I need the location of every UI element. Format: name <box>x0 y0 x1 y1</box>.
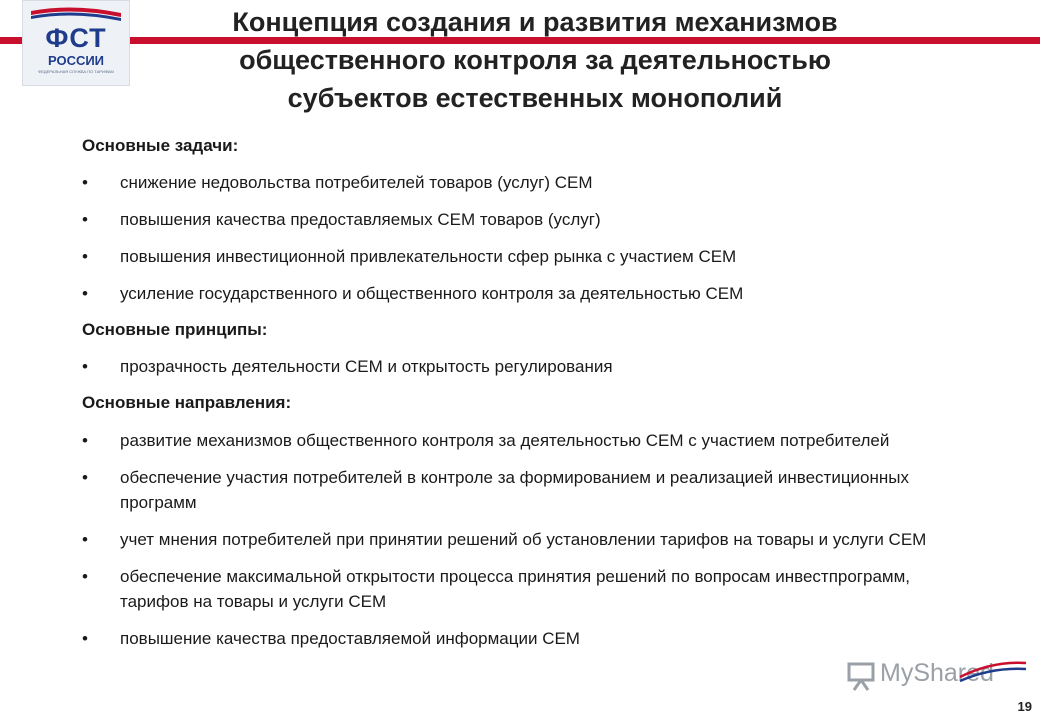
title-line: субъектов естественных монополий <box>282 83 789 113</box>
fst-logo <box>22 0 130 86</box>
list-item: • повышения инвестиционной привлекательности сфер рынка с участием СЕМ <box>82 245 950 268</box>
myshared-watermark <box>846 655 1028 699</box>
title-line: Концепция создания и развития механизмов <box>226 7 843 37</box>
tasks-list <box>82 171 982 305</box>
list-item: • снижение недовольства потребителей товаров (услуг) СЕМ <box>82 171 950 194</box>
presentation-icon <box>846 661 876 691</box>
directions-list <box>82 428 982 651</box>
list-item: • обеспечение максимальной открытости процесса принятия решений по вопросам инвестпрограмм, тарифов на товары и услуги СЕМ <box>82 564 950 614</box>
principles-list <box>82 355 982 378</box>
section-heading-directions: Основные направления: <box>82 393 292 412</box>
section-heading-tasks: Основные задачи: <box>82 136 239 155</box>
list-item: • обеспечение участия потребителей в контроле за формированием и реализацией инвестиционных программ <box>82 465 950 515</box>
logo-title: ФСТ <box>45 23 107 53</box>
watermark-text: MyShared <box>880 659 994 687</box>
list-item: • развитие механизмов общественного контроля за деятельностью СЕМ с участием потребителей <box>82 428 950 453</box>
page-number: 19 <box>1017 699 1032 714</box>
page-title <box>140 3 930 117</box>
main-content <box>82 135 982 663</box>
list-item: • прозрачность деятельности СЕМ и открытость регулирования <box>82 355 950 378</box>
title-line: общественного контроля за деятельностью <box>233 45 837 75</box>
list-item: • повышение качества предоставляемой информации СЕМ <box>82 626 950 651</box>
list-item: • усиление государственного и общественного контроля за деятельностью СЕМ <box>82 282 950 305</box>
list-item: • учет мнения потребителей при принятии решений об установлении тарифов на товары и услуги СЕМ <box>82 527 950 552</box>
logo-small-text: ФЕДЕРАЛЬНАЯ СЛУЖБА ПО ТАРИФАМ <box>38 69 114 74</box>
logo-subtitle: РОССИИ <box>47 53 105 68</box>
swoosh-icon <box>956 655 1028 685</box>
section-heading-principles: Основные принципы: <box>82 320 268 339</box>
list-item: • повышения качества предоставляемых СЕМ товаров (услуг) <box>82 208 950 231</box>
